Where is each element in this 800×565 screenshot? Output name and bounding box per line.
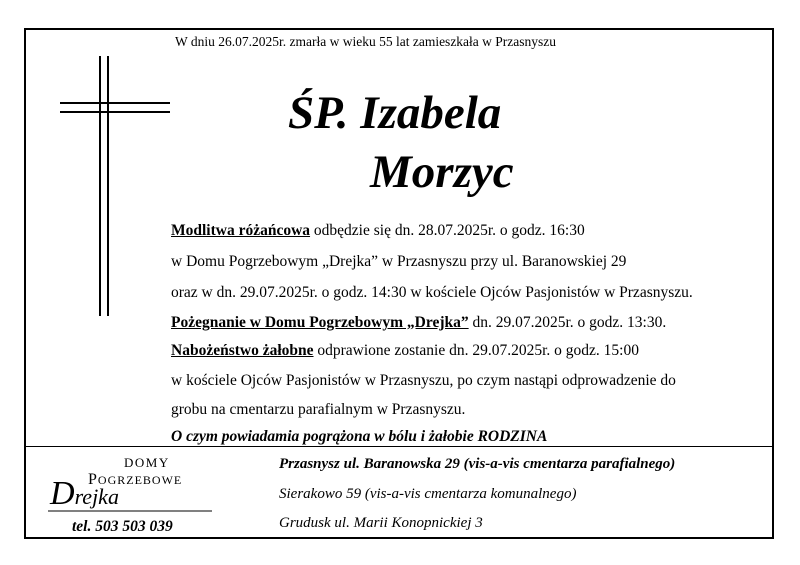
farewell-label: Pożegnanie w Domu Pogrzebowym „Drejka” bbox=[171, 314, 469, 331]
family-closing-line: O czym powiadamia pogrążona w bólu i żałobie RODZINA bbox=[171, 428, 548, 445]
farewell-line bbox=[171, 314, 666, 332]
footer-divider bbox=[26, 446, 772, 447]
phone-number: tel. 503 503 039 bbox=[72, 518, 173, 535]
rosary-line bbox=[171, 222, 585, 240]
mass-location-line: oraz w dn. 29.07.2025r. o godz. 14:30 w kościele Ojców Pasjonistów w Przasnyszu. bbox=[171, 284, 693, 301]
funeral-church-line: w kościele Ojców Pasjonistów w Przasnyszu, po czym nastąpi odprowadzenie do bbox=[171, 372, 676, 389]
address-grudusk: Grudusk ul. Marii Konopnickiej 3 bbox=[279, 515, 483, 531]
logo-text-pogrzebowe: POGRZEBOWE bbox=[88, 471, 183, 488]
rosary-details: odbędzie się dn. 28.07.2025r. o godz. 16:30 bbox=[310, 222, 585, 239]
address-sierakowo: Sierakowo 59 (vis-a-vis cmentarza komunalnego) bbox=[279, 486, 577, 502]
cross-horizontal-line-top bbox=[60, 102, 170, 104]
drejka-logo bbox=[36, 452, 226, 522]
logo-text-drejka: Drejka bbox=[50, 475, 119, 512]
funeral-service-line bbox=[171, 342, 639, 360]
address-przasnysz: Przasnysz ul. Baranowska 29 (vis-a-vis cmentarza parafialnego) bbox=[279, 456, 676, 472]
deceased-name-first: ŚP. Izabela bbox=[288, 87, 502, 139]
deceased-name-last: Morzyc bbox=[370, 146, 514, 198]
cross-horizontal-line-bottom bbox=[60, 111, 170, 113]
burial-line: grobu na cmentarzu parafialnym w Przasnyszu. bbox=[171, 401, 466, 418]
rosary-location-line: w Domu Pogrzebowym „Drejka” w Przasnyszu przy ul. Baranowskiej 29 bbox=[171, 253, 627, 270]
death-notice-header: W dniu 26.07.2025r. zmarła w wieku 55 lat zamieszkała w Przasnyszu bbox=[175, 34, 557, 49]
cross-vertical-line-right bbox=[107, 56, 109, 316]
cross-vertical-line-left bbox=[99, 56, 101, 316]
logo-text-domy: DOMY bbox=[124, 455, 170, 470]
rosary-label: Modlitwa różańcowa bbox=[171, 222, 311, 239]
farewell-details: dn. 29.07.2025r. o godz. 13:30. bbox=[468, 314, 667, 331]
funeral-service-details: odprawione zostanie dn. 29.07.2025r. o godz. 15:00 bbox=[313, 342, 639, 359]
funeral-service-label: Nabożeństwo żałobne bbox=[171, 342, 314, 359]
